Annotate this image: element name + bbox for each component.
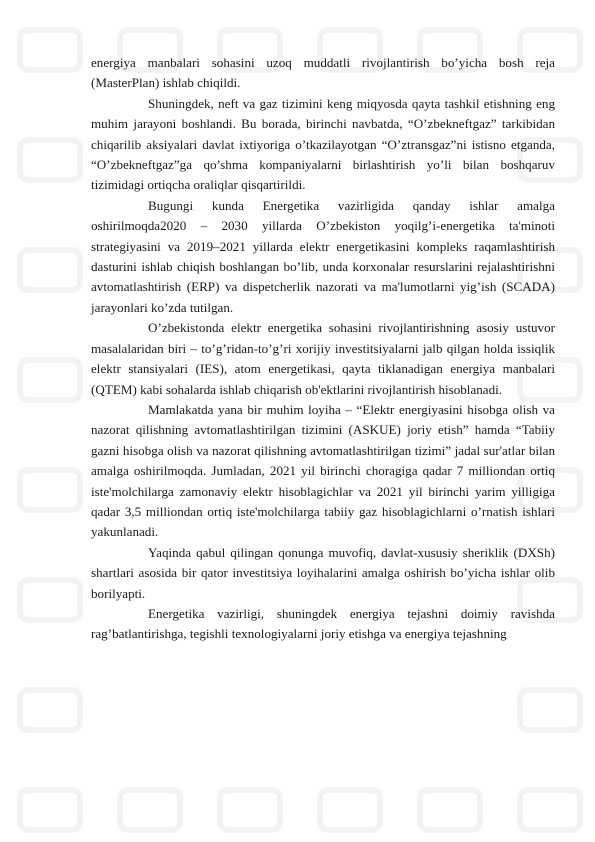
paragraph-3: Bugungi kunda Energetika vazirligida qanday ishlar amalga oshirilmoqda2020 – 2030 yillarda O’zbekiston yoqilg’i-energetika ta'minoti strategiyasini va 2019–2021 yillarda elektr energetikasini kompleks raqamlashtirish dasturini ishlab chiqish boshlangan bo’lib, unda korxonalar resurslarini rejalashtirishni avtomatlashtirish (ERP) va dispetcherlik nazorati va ma'lumotlarni yig’ish (SCADA) jarayonlari ko’zda tutilgan. — [91, 197, 555, 315]
paragraph-4: O’zbekistonda elektr energetika sohasini rivojlantirishning asosiy ustuvor masalalaridan biri – to’g’ridan-to’g’ri xorijiy investitsiyalarni jalb qilgan holda issiqlik elektr stansiyalari (IES), atom energetikasi, qayta tiklanadigan energiya manbalari (QTEM) kabi sohalarda ishlab chiqarish ob'ektlarini rivojlantirish hisoblanadi. — [91, 320, 555, 397]
paragraph-2: Shuningdek, neft va gaz tizimini keng miqyosda qayta tashkil etishning eng muhim jarayoni boshlandi. Bu borada, birinchi navbatda, “O’zbekneftgaz” tarkibidan chiqarilib aksiyalari davlat ixtiyoriga o’tkazilayotgan “O’ztransgaz”ni istisno etganda, “O’zbekneftgaz”ga qo’shma kompaniyalarni birlashtirish yo’li bilan boshqaruv tizimidagi ortiqcha oraliqlar qisqartirildi. — [91, 95, 555, 193]
paragraph-7: Energetika vazirligi, shuningdek energiya tejashni doimiy ravishda rag’batlantirishga, tegishli texnologiyalarni joriy etishga va energiya tejashning — [91, 605, 555, 642]
paragraph-1: energiya manbalari sohasini uzoq muddatli rivojlantirish bo’yicha bosh reja (MasterPlan) ishlab chiqildi. — [91, 55, 555, 91]
paragraph-5: Mamlakatda yana bir muhim loyiha – “Elektr energiyasini hisobga olish va nazorat qilishning avtomatlashtirilgan tizimini (ASKUE) joriy etish” hamda “Tabiiy gazni hisobga olish va nazorat qilishning avtomatlashtirilgan tizimi” jadal sur'atlar bilan amalga oshirilmoqda. Jumladan, 2021 yil birinchi choragiga qadar 7 milliondan ortiq iste'molchilarga zamonaviy elektr hisoblagichlar va 2021 yil birinchi yarim yilligiga qadar 3,5 milliondan ortiq iste'molchilarga tabiiy gaz hisoblagichlarni o’rnatish ishlari yakunlanadi. — [91, 401, 555, 540]
document-body — [91, 53, 555, 645]
paragraph-6: Yaqinda qabul qilingan qonunga muvofiq, davlat-xususiy sheriklik (DXSh) shartlari asosida bir qator investitsiya loyihalarini amalga oshirish bo’yicha ishlar olib borilyapti. — [91, 544, 555, 601]
